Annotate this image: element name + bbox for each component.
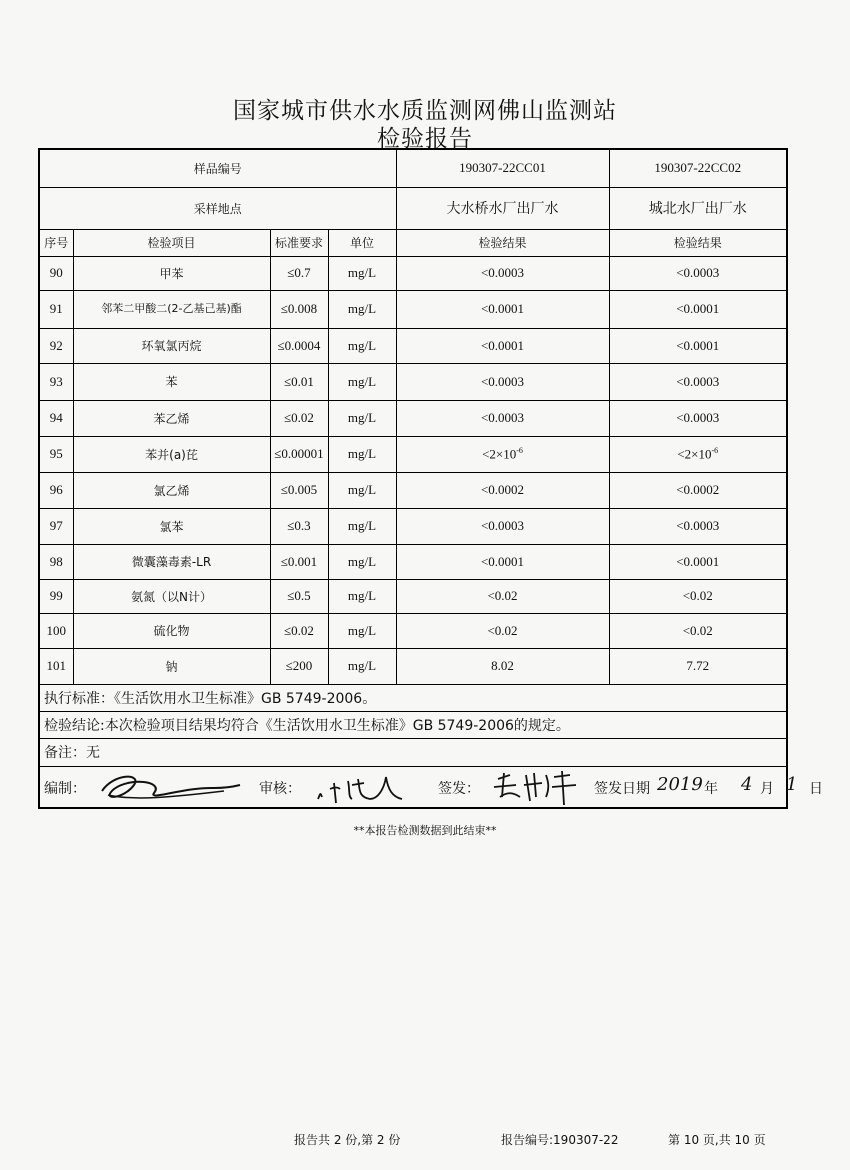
row-no: 93: [39, 363, 73, 400]
issue-year-unit: 年: [704, 780, 718, 797]
row-no: 95: [39, 436, 73, 472]
sample-id-label: 样品编号: [39, 149, 396, 187]
row-unit: mg/L: [328, 579, 396, 613]
result-2-exponent: -6: [711, 445, 719, 455]
sample-id-row: [39, 149, 787, 187]
row-unit: mg/L: [328, 472, 396, 508]
signature-row: [39, 766, 787, 808]
footer-page-number: 第 10 页,共 10 页: [668, 1133, 766, 1147]
row-standard: ≤0.02: [270, 613, 328, 648]
row-standard: ≤0.0004: [270, 328, 328, 363]
row-item: 苯乙烯: [73, 400, 270, 436]
row-unit: mg/L: [328, 648, 396, 684]
row-item: 环氧氯丙烷: [73, 328, 270, 363]
row-item: 氯苯: [73, 508, 270, 544]
table-row: [39, 613, 787, 648]
row-no: 101: [39, 648, 73, 684]
sampling-location-2: 城北水厂出厂水: [609, 187, 787, 229]
footer-copies: 报告共 2 份,第 2 份: [294, 1133, 401, 1147]
row-result-2: <0.0001: [609, 290, 787, 328]
row-unit: mg/L: [328, 613, 396, 648]
row-result-1: [396, 436, 609, 472]
row-unit: mg/L: [328, 544, 396, 579]
report-subtitle: 检验报告: [377, 126, 473, 152]
row-standard: ≤0.7: [270, 256, 328, 290]
standard-row: [39, 684, 787, 711]
table-row: [39, 436, 787, 472]
sampling-location-row: [39, 187, 787, 229]
inspection-conclusion: 检验结论:本次检验项目结果均符合《生活饮用水卫生标准》GB 5749-2006的规定。: [39, 711, 787, 738]
row-item: 氨氮（以N计）: [73, 579, 270, 613]
row-item: 微囊藻毒素-LR: [73, 544, 270, 579]
row-result-1: <0.0002: [396, 472, 609, 508]
table-row: [39, 544, 787, 579]
row-result-2: <0.0001: [609, 328, 787, 363]
table-row: [39, 328, 787, 363]
row-result-1: <0.0003: [396, 400, 609, 436]
table-row: [39, 256, 787, 290]
row-no: 90: [39, 256, 73, 290]
row-unit: mg/L: [328, 508, 396, 544]
row-item: 苯并(a)芘: [73, 436, 270, 472]
row-result-1: <0.02: [396, 579, 609, 613]
footer-report-number: 报告编号:190307-22: [501, 1133, 619, 1147]
sample-id-1: 190307-22CC01: [396, 149, 609, 187]
issue-day-unit: 日: [809, 780, 823, 797]
row-unit: mg/L: [328, 290, 396, 328]
row-unit: mg/L: [328, 436, 396, 472]
row-no: 100: [39, 613, 73, 648]
row-item: 氯乙烯: [73, 472, 270, 508]
row-unit: mg/L: [328, 328, 396, 363]
row-standard: ≤0.3: [270, 508, 328, 544]
row-standard: ≤0.001: [270, 544, 328, 579]
issue-month: 4: [741, 773, 753, 795]
column-header-row: [39, 229, 787, 256]
row-result-2: <0.0003: [609, 400, 787, 436]
row-no: 97: [39, 508, 73, 544]
row-item: 硫化物: [73, 613, 270, 648]
row-result-1: 8.02: [396, 648, 609, 684]
row-result-1: <0.0001: [396, 544, 609, 579]
sample-id-2: 190307-22CC02: [609, 149, 787, 187]
issue-day: 1: [786, 773, 798, 795]
end-of-data-note: **本报告检测数据到此结束**: [353, 824, 497, 837]
col-header-result-2: 检验结果: [609, 229, 787, 256]
col-header-result-1: 检验结果: [396, 229, 609, 256]
row-result-2: <0.0003: [609, 363, 787, 400]
row-result-1: <0.0003: [396, 256, 609, 290]
compiled-by-label: 编制：: [44, 780, 86, 797]
row-result-2: <0.0002: [609, 472, 787, 508]
row-result-2: <0.0003: [609, 508, 787, 544]
row-result-2: <0.02: [609, 579, 787, 613]
row-standard: ≤200: [270, 648, 328, 684]
table-row: [39, 648, 787, 684]
issued-by-label: 签发：: [438, 780, 480, 797]
col-header-standard: 标准要求: [270, 229, 328, 256]
table-row: [39, 579, 787, 613]
row-standard: ≤0.005: [270, 472, 328, 508]
row-no: 96: [39, 472, 73, 508]
row-result-1: <0.0003: [396, 363, 609, 400]
reviewer-signature: [312, 769, 422, 805]
col-header-item: 检验项目: [73, 229, 270, 256]
row-item: 钠: [73, 648, 270, 684]
row-result-2: [609, 436, 787, 472]
row-unit: mg/L: [328, 256, 396, 290]
reviewed-by-label: 审核：: [259, 780, 301, 797]
row-item: 甲苯: [73, 256, 270, 290]
signature-cell: [39, 766, 823, 808]
table-row: [39, 508, 787, 544]
row-result-1: <0.0001: [396, 328, 609, 363]
row-standard: ≤0.02: [270, 400, 328, 436]
remarks-row: [39, 738, 787, 766]
row-result-1: <0.0003: [396, 508, 609, 544]
table-row: [39, 363, 787, 400]
row-result-1: <0.02: [396, 613, 609, 648]
table-row: [39, 290, 787, 328]
row-result-1: <0.0001: [396, 290, 609, 328]
issue-month-unit: 月: [760, 780, 774, 797]
sampling-location-label: 采样地点: [39, 187, 396, 229]
row-unit: mg/L: [328, 363, 396, 400]
row-item: 苯: [73, 363, 270, 400]
col-header-no: 序号: [39, 229, 73, 256]
row-standard: ≤0.00001: [270, 436, 328, 472]
remarks: 备注：无: [39, 738, 787, 766]
issuer-signature: [490, 767, 590, 807]
row-item: 邻苯二甲酸二(2-乙基己基)酯: [73, 290, 270, 328]
result-1-exponent: -6: [516, 445, 523, 455]
sampling-location-1: 大水桥水厂出厂水: [396, 187, 609, 229]
row-result-2: <0.0001: [609, 544, 787, 579]
row-no: 92: [39, 328, 73, 363]
row-unit: mg/L: [328, 400, 396, 436]
col-header-unit: 单位: [328, 229, 396, 256]
row-no: 91: [39, 290, 73, 328]
inspection-report-table: [38, 148, 823, 809]
compiler-signature: [94, 771, 244, 805]
conclusion-row: [39, 711, 787, 738]
result-2-base: <2×10: [677, 446, 712, 462]
row-no: 98: [39, 544, 73, 579]
row-result-2: <0.0003: [609, 256, 787, 290]
row-standard: ≤0.5: [270, 579, 328, 613]
row-no: 99: [39, 579, 73, 613]
report-title: 国家城市供水水质监测网佛山监测站: [233, 98, 617, 124]
table-row: [39, 400, 787, 436]
result-1-base: <2×10: [482, 446, 517, 462]
issue-date-label: 签发日期: [594, 780, 650, 797]
row-result-2: 7.72: [609, 648, 787, 684]
row-no: 94: [39, 400, 73, 436]
issue-year: 2019: [657, 773, 703, 795]
applied-standard: 执行标准：《生活饮用水卫生标准》GB 5749-2006。: [39, 684, 787, 711]
table-row: [39, 472, 787, 508]
row-standard: ≤0.008: [270, 290, 328, 328]
row-result-2: <0.02: [609, 613, 787, 648]
row-standard: ≤0.01: [270, 363, 328, 400]
